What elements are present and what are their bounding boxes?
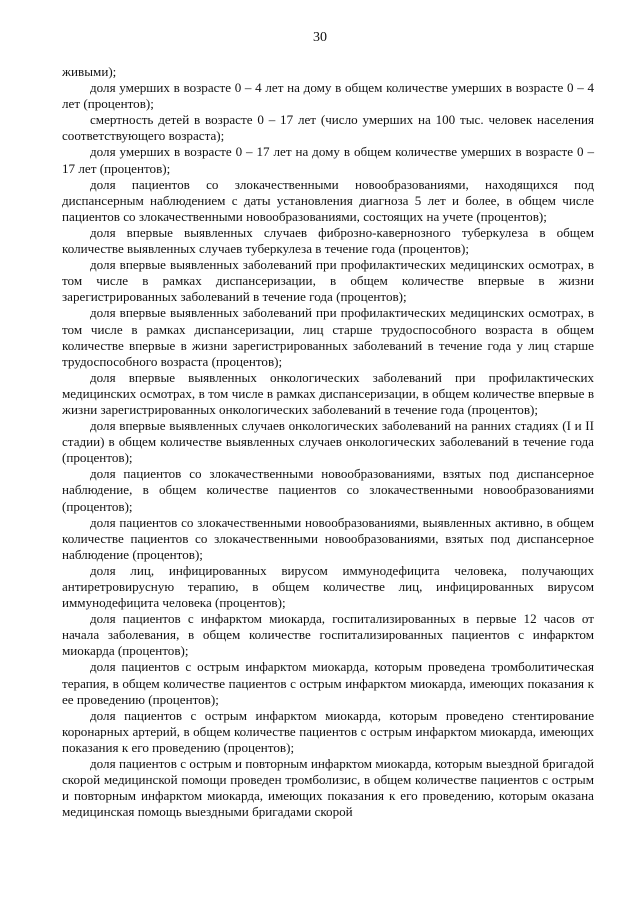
paragraph: доля пациентов со злокачественными новообразованиями, взятых под диспансерное наблюдение, в общем количестве пациентов со злокачественными новообразованиями (процентов);: [62, 466, 594, 514]
paragraph: доля впервые выявленных заболеваний при профилактических медицинских осмотрах, в том числе в рамках диспансеризации, лиц старше трудоспособного возраста в общем количестве впервые в жизни зарегистрированных заболеваний в течение года у лиц старше трудоспособного возраста (процентов);: [62, 305, 594, 369]
paragraph: доля пациентов со злокачественными новообразованиями, находящихся под диспансерным наблюдением с даты установления диагноза 5 лет и более, в общем числе пациентов со злокачественными новообразованиями, состоящих на учете (процентов);: [62, 176, 594, 224]
paragraph: доля впервые выявленных онкологических заболеваний при профилактических медицинских осмотрах, в том числе в рамках диспансеризации, в общем количестве впервые в жизни зарегистрированных онкологических заболеваний в течение года (процентов);: [62, 369, 594, 417]
paragraph: доля умерших в возрасте 0 – 17 лет на дому в общем количестве умерших в возрасте 0 – 17 лет (процентов);: [62, 144, 594, 176]
paragraph: доля пациентов с острым инфарктом миокарда, которым проведена тромболитическая терапия, в общем количестве пациентов с острым инфарктом миокарда, имеющих показания к ее проведению (процентов);: [62, 659, 594, 707]
paragraph: доля пациентов со злокачественными новообразованиями, выявленных активно, в общем количестве пациентов со злокачественными новообразованиями, взятых под диспансерное наблюдение (процентов);: [62, 514, 594, 562]
paragraph: доля впервые выявленных заболеваний при профилактических медицинских осмотрах, в том числе в рамках диспансеризации, в общем количестве впервые в жизни зарегистрированных заболеваний в течение года (процентов);: [62, 257, 594, 305]
document-body: [62, 64, 594, 820]
paragraph: доля умерших в возрасте 0 – 4 лет на дому в общем количестве умерших в возрасте 0 – 4 лет (процентов);: [62, 80, 594, 112]
paragraph: доля пациентов с инфарктом миокарда, госпитализированных в первые 12 часов от начала заболевания, в общем количестве госпитализированных пациентов с инфарктом миокарда (процентов);: [62, 611, 594, 659]
paragraph: доля впервые выявленных случаев онкологических заболеваний на ранних стадиях (I и II стадии) в общем количестве выявленных случаев онкологических заболеваний в течение года (процентов);: [62, 418, 594, 466]
paragraph: доля лиц, инфицированных вирусом иммунодефицита человека, получающих антиретровирусную терапию, в общем количестве лиц, инфицированных вирусом иммунодефицита человека (процентов);: [62, 562, 594, 611]
page-number: 30: [313, 30, 327, 45]
paragraph: доля пациентов с острым инфарктом миокарда, которым проведено стентирование коронарных артерий, в общем количестве пациентов с острым инфарктом миокарда, имеющих показания к его проведению (процентов);: [62, 707, 594, 755]
paragraph: живыми);: [62, 64, 117, 79]
paragraph: доля пациентов с острым и повторным инфарктом миокарда, которым выездной бригадой скорой медицинской помощи проведен тромболизис, в общем количестве пациентов с острым и повторным инфарктом миокарда, имеющих показания к его проведению, которым оказана медицинская помощь выездными бригадами скорой: [62, 756, 594, 820]
paragraph: доля впервые выявленных случаев фиброзно-кавернозного туберкулеза в общем количестве выявленных случаев туберкулеза в течение года (процентов);: [62, 224, 594, 257]
paragraph: смертность детей в возрасте 0 – 17 лет (число умерших на 100 тыс. человек населения соответствующего возраста);: [62, 112, 594, 144]
